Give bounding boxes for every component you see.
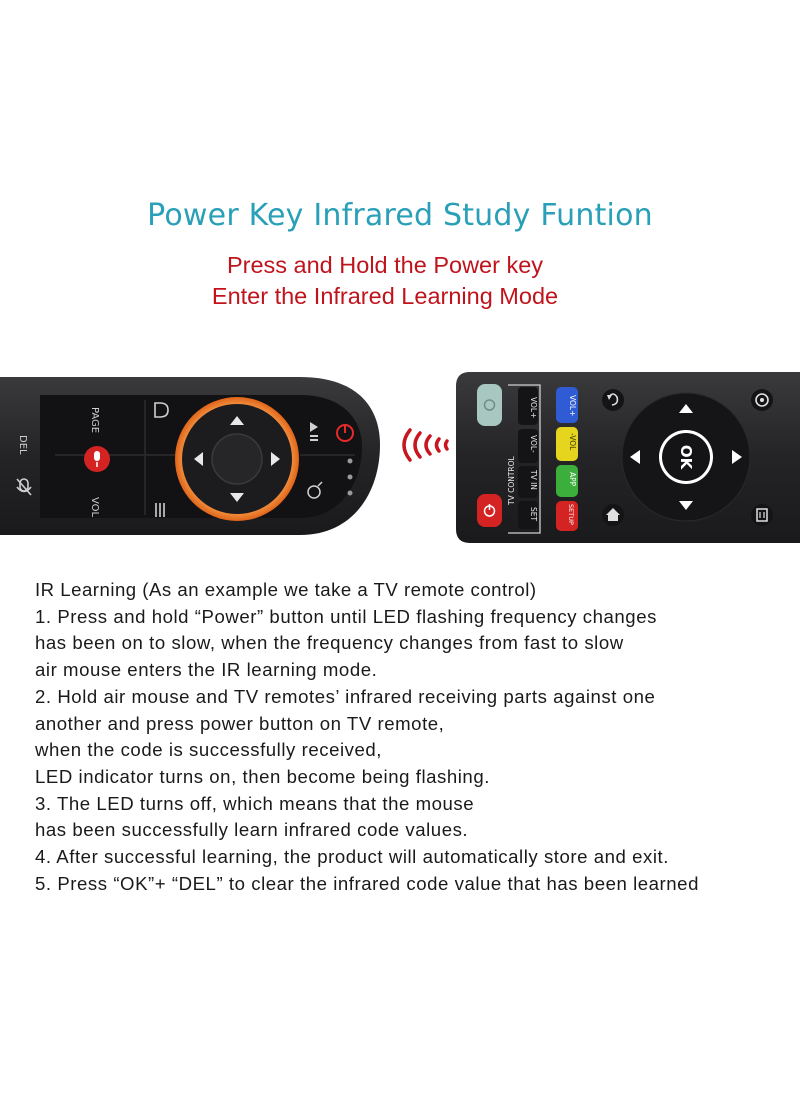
instruction-line: 1. Press and hold “Power” button until LED flashing frequency changes: [35, 605, 657, 627]
app-label: APP: [568, 472, 577, 487]
yellow-label: -VOL: [568, 433, 577, 451]
tv-home-button[interactable]: [602, 504, 624, 526]
vol-label: VOL: [89, 497, 100, 518]
tv-control-label: TV CONTROL: [507, 456, 516, 505]
page-title: Power Key Infrared Study Funtion: [147, 198, 653, 233]
led-dot-3: [348, 491, 353, 496]
ir-signal-icon: [404, 430, 447, 460]
vol-minus-label: VOL-: [529, 435, 538, 453]
led-dot-1: [348, 459, 353, 464]
tv-power-learn-button[interactable]: [477, 384, 502, 426]
ok-label: OK: [677, 444, 695, 470]
instruction-line: 5. Press “OK”+ “DEL” to clear the infrared code value that has been learned: [35, 872, 699, 894]
air-mouse-remote: [0, 377, 380, 535]
dpad-center-button[interactable]: [212, 434, 262, 484]
voice-button[interactable]: [84, 446, 110, 472]
instructions: [35, 577, 785, 897]
back-button[interactable]: [602, 389, 624, 411]
mouse-mode-button[interactable]: [751, 389, 773, 411]
instruction-line: has been on to slow, when the frequency changes from fast to slow: [35, 632, 624, 654]
subtitle-line-2: Enter the Infrared Learning Mode: [211, 283, 559, 309]
instruction-line: LED indicator turns on, then become being flashing.: [35, 765, 490, 787]
blue-vol-label: VOL+: [568, 395, 577, 417]
tv-power-button[interactable]: [477, 494, 502, 527]
instruction-line: 3. The LED turns off, which means that the mouse: [35, 792, 475, 814]
instruction-line: has been successfully learn infrared code values.: [35, 819, 469, 841]
tv-remote: [456, 372, 800, 543]
instruction-line: air mouse enters the IR learning mode.: [35, 659, 378, 681]
set-label: SET: [529, 507, 538, 522]
setup-label: SETUP: [567, 504, 575, 525]
instruction-line: 4. After successful learning, the product will automatically store and exit.: [35, 846, 669, 868]
instruction-line: when the code is successfully received,: [35, 739, 383, 761]
tv-menu-button[interactable]: [751, 504, 773, 526]
led-dot-2: [348, 475, 353, 480]
tv-in-label: TV IN: [529, 470, 538, 490]
instructions-heading: IR Learning (As an example we take a TV remote control): [35, 579, 537, 600]
instruction-line: another and press power button on TV remote,: [35, 712, 445, 734]
instruction-line: 2. Hold air mouse and TV remotes’ infrared receiving parts against one: [35, 685, 656, 707]
page-label: PAGE: [89, 407, 100, 434]
subtitle-line-1: Press and Hold the Power key: [226, 252, 544, 278]
del-label: DEL: [17, 435, 28, 455]
remotes-illustration: [0, 355, 800, 555]
vol-plus-top-label: VOL+: [529, 397, 538, 419]
